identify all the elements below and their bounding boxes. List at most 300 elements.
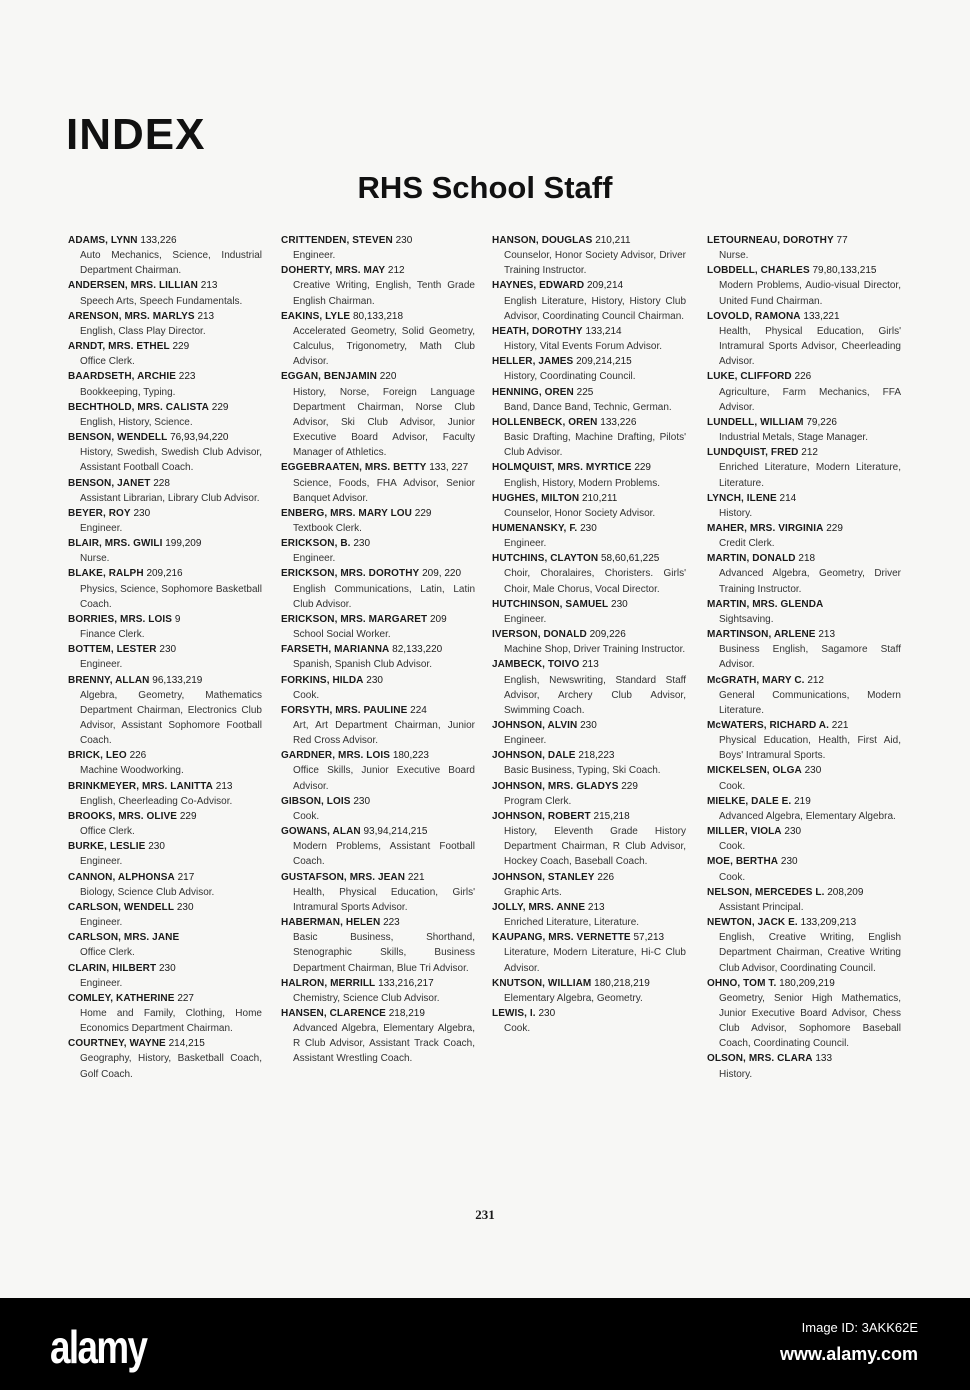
- index-entry: [281, 1006, 475, 1067]
- staff-name: JOHNSON, ALVIN: [492, 720, 578, 731]
- index-entry: [68, 1036, 262, 1081]
- page-references: 79,226: [806, 416, 837, 428]
- entry-heading: [281, 612, 475, 627]
- page-references: 230: [159, 644, 177, 656]
- entry-heading: [281, 824, 475, 839]
- index-column-4: [707, 233, 901, 1082]
- entry-heading: [707, 976, 901, 991]
- index-column-2: [281, 233, 475, 1067]
- staff-role-description: Office Clerk.: [80, 356, 135, 368]
- page-references: 214: [779, 492, 797, 504]
- watermark-logo: alamy: [50, 1321, 147, 1373]
- entry-heading: [707, 309, 901, 324]
- staff-role-description: Band, Dance Band, Technic, German.: [504, 401, 672, 413]
- staff-name: BEYER, ROY: [68, 507, 131, 519]
- entry-heading: [68, 839, 262, 854]
- staff-role-description: Engineer.: [80, 856, 123, 868]
- index-entry: [492, 1006, 686, 1036]
- page-references: 224: [410, 704, 427, 716]
- entry-heading: [492, 460, 686, 475]
- staff-role-description: Engineer.: [80, 977, 123, 989]
- staff-role-description: Assistant Librarian, Library Club Advisor.: [80, 492, 260, 504]
- staff-name: CRITTENDEN, STEVEN: [281, 235, 393, 246]
- watermark-image-id: Image ID: 3AKK62E: [801, 1320, 918, 1335]
- index-entry: [492, 521, 686, 551]
- entry-heading: [68, 476, 262, 491]
- staff-name: HUTCHINS, CLAYTON: [492, 553, 599, 565]
- page-references: 209,216: [146, 568, 183, 580]
- staff-name: HABERMAN, HELEN: [281, 917, 381, 929]
- entry-heading: [68, 642, 262, 657]
- page-references: 226: [129, 750, 147, 762]
- page-references: 58,60,61,225: [600, 553, 660, 565]
- entry-heading: [492, 415, 686, 430]
- index-entry: [68, 506, 262, 536]
- page-references: 213: [818, 629, 836, 641]
- index-entry: [707, 415, 901, 445]
- entry-heading: [492, 233, 686, 248]
- entry-heading: [68, 400, 262, 415]
- entry-heading: [707, 551, 901, 566]
- index-entry: [68, 369, 262, 399]
- index-entry: [492, 354, 686, 384]
- entry-heading: [68, 278, 262, 293]
- entry-heading: [68, 233, 262, 248]
- staff-role-description: Sightsaving.: [719, 613, 774, 625]
- staff-role-description: Cook.: [719, 841, 746, 853]
- page-references: 212: [387, 265, 405, 277]
- staff-role-description: Creative Writing, English, Tenth Grade English Chairman.: [293, 280, 475, 307]
- staff-role-description: Business English, Sagamore Staff Advisor.: [719, 644, 901, 671]
- staff-name: MICKELSEN, OLGA: [707, 765, 802, 777]
- entry-heading: [281, 1006, 475, 1021]
- page-references: 230: [395, 235, 413, 246]
- entry-heading: [281, 233, 475, 248]
- page-references: 212: [807, 674, 824, 686]
- staff-name: MILLER, VIOLA: [707, 826, 782, 838]
- staff-role-description: Engineer.: [504, 735, 547, 747]
- page-references: 80,133,218: [352, 310, 404, 322]
- page-references: 209,214: [586, 280, 624, 292]
- index-entry: [281, 369, 475, 460]
- index-entry: [492, 385, 686, 415]
- staff-name: DOHERTY, MRS. MAY: [281, 265, 386, 277]
- staff-role-description: History.: [719, 1068, 753, 1080]
- staff-name: BRENNY, ALLAN: [68, 674, 150, 686]
- staff-name: BURKE, LESLIE: [68, 841, 146, 853]
- page-references: 230: [780, 856, 798, 868]
- index-entry: [68, 900, 262, 930]
- staff-name: McGRATH, MARY C.: [707, 674, 805, 686]
- staff-role-description: Basic Drafting, Machine Drafting, Pilots' Club Advisor.: [504, 432, 686, 459]
- staff-name: LYNCH, ILENE: [707, 492, 777, 504]
- page-references: 230: [804, 765, 822, 777]
- page-references: 229: [621, 780, 638, 792]
- index-entry: [492, 748, 686, 778]
- staff-role-description: History, Norse, Foreign Language Department Chairman, Norse Club Advisor, Ski Club Advisor, Junior Executive Board Advisor, Faculty Manager of Athletics.: [293, 386, 475, 459]
- staff-role-description: Science, Foods, FHA Advisor, Senior Banquet Advisor.: [293, 477, 475, 504]
- page-references: 213: [587, 901, 605, 913]
- staff-role-description: Enriched Literature, Modern Literature, Literature.: [719, 462, 901, 489]
- page-references: 229: [211, 401, 229, 413]
- index-entry: [492, 718, 686, 748]
- page-references: 209,226: [589, 629, 626, 641]
- page-references: 77: [836, 235, 848, 246]
- page-references: 180,218,219: [594, 977, 650, 989]
- page-references: 213: [200, 280, 218, 292]
- staff-role-description: Elementary Algebra, Geometry.: [504, 992, 643, 1004]
- staff-name: ANDERSEN, MRS. LILLIAN: [68, 280, 198, 292]
- staff-name: FARSETH, MARIANNA: [281, 644, 390, 656]
- staff-role-description: Chemistry, Science Club Advisor.: [293, 992, 440, 1004]
- index-entry: [492, 779, 686, 809]
- page-references: 230: [353, 795, 371, 807]
- index-column-3: [492, 233, 686, 1036]
- page-references: 226: [597, 871, 615, 883]
- index-entry: [707, 597, 901, 627]
- index-entry: [492, 278, 686, 323]
- entry-heading: [281, 673, 475, 688]
- page-references: 230: [366, 674, 383, 686]
- index-entry: [492, 551, 686, 596]
- index-entry: [707, 885, 901, 915]
- index-entry: [68, 476, 262, 506]
- index-entry: [281, 976, 475, 1006]
- page-references: 229: [826, 522, 843, 534]
- index-title: INDEX: [66, 110, 206, 159]
- index-entry: [281, 536, 475, 566]
- staff-name: OHNO, TOM T.: [707, 977, 777, 989]
- entry-heading: [68, 930, 262, 945]
- page-references: 215,218: [593, 810, 630, 822]
- entry-heading: [707, 445, 901, 460]
- page-references: 218,223: [578, 750, 615, 762]
- entry-heading: [707, 491, 901, 506]
- staff-role-description: Credit Clerk.: [719, 538, 775, 550]
- staff-role-description: Algebra, Geometry, Mathematics Department Chairman, Electronics Club Advisor, Assistant Sophomore Football Coach.: [80, 689, 262, 747]
- staff-role-description: Program Clerk.: [504, 795, 572, 807]
- entry-heading: [68, 369, 262, 384]
- index-entry: [707, 551, 901, 596]
- page-references: 96,133,219: [152, 674, 203, 686]
- entry-heading: [281, 642, 475, 657]
- entry-heading: [68, 566, 262, 581]
- index-entry: [68, 536, 262, 566]
- staff-role-description: Spanish, Spanish Club Advisor.: [293, 659, 432, 671]
- entry-heading: [707, 1051, 901, 1066]
- staff-role-description: Agriculture, Farm Mechanics, FFA Advisor.: [719, 386, 901, 413]
- staff-name: HANSON, DOUGLAS: [492, 235, 593, 246]
- index-entry: [281, 233, 475, 263]
- page-references: 230: [158, 962, 176, 974]
- entry-heading: [707, 885, 901, 900]
- index-entry: [68, 430, 262, 475]
- entry-heading: [707, 597, 901, 612]
- entry-heading: [281, 794, 475, 809]
- staff-role-description: Assistant Principal.: [719, 901, 804, 913]
- staff-name: CANNON, ALPHONSA: [68, 871, 175, 883]
- index-entry: [707, 627, 901, 672]
- index-entry: [707, 824, 901, 854]
- entry-heading: [492, 627, 686, 642]
- staff-name: BECHTHOLD, MRS. CALISTA: [68, 401, 209, 413]
- entry-heading: [68, 536, 262, 551]
- page-references: 133,226: [140, 235, 177, 246]
- staff-role-description: Advanced Algebra, Geometry, Driver Training Instructor.: [719, 568, 901, 595]
- entry-heading: [492, 597, 686, 612]
- entry-heading: [281, 976, 475, 991]
- page-references: 229: [172, 341, 190, 353]
- index-entry: [707, 915, 901, 976]
- staff-name: LOBDELL, CHARLES: [707, 265, 810, 277]
- entry-heading: [492, 657, 686, 672]
- entry-heading: [68, 779, 262, 794]
- index-entry: [707, 1051, 901, 1081]
- index-entry: [707, 718, 901, 763]
- entry-heading: [707, 627, 901, 642]
- page-references: 217: [177, 871, 195, 883]
- staff-role-description: Home and Family, Clothing, Home Economics Department Chairman.: [80, 1007, 262, 1035]
- entry-heading: [492, 718, 686, 733]
- page-references: 199,209: [165, 538, 202, 550]
- entry-heading: [68, 748, 262, 763]
- page-references: 76,93,94,220: [170, 432, 229, 444]
- staff-role-description: Bookkeeping, Typing.: [80, 386, 176, 398]
- staff-name: BLAIR, MRS. GWILI: [68, 538, 163, 550]
- staff-role-description: Art, Art Department Chairman, Junior Red Cross Advisor.: [293, 720, 475, 747]
- entry-heading: [492, 900, 686, 915]
- staff-role-description: Machine Woodworking.: [80, 765, 184, 777]
- staff-name: BORRIES, MRS. LOIS: [68, 613, 173, 625]
- staff-name: HALRON, MERRILL: [281, 977, 376, 989]
- staff-role-description: Accelerated Geometry, Solid Geometry, Calculus, Trigonometry, Math Club Advisor.: [293, 325, 475, 368]
- staff-role-description: Engineer.: [504, 613, 547, 625]
- staff-name: KAUPANG, MRS. VERNETTE: [492, 932, 631, 944]
- staff-role-description: School Social Worker.: [293, 629, 391, 641]
- staff-name: BENSON, JANET: [68, 477, 151, 489]
- entry-heading: [492, 809, 686, 824]
- staff-role-description: Industrial Metals, Stage Manager.: [719, 432, 868, 444]
- index-entry: [707, 369, 901, 414]
- page-number: 231: [475, 1207, 495, 1222]
- entry-heading: [281, 566, 475, 581]
- entry-heading: [281, 369, 475, 384]
- staff-name: FORSYTH, MRS. PAULINE: [281, 704, 408, 716]
- staff-name: JOHNSON, DALE: [492, 750, 576, 762]
- page-references: 223: [178, 371, 196, 383]
- index-entry: [492, 415, 686, 460]
- staff-role-description: English, Cheerleading Co-Advisor.: [80, 795, 233, 807]
- staff-name: HEATH, DOROTHY: [492, 325, 583, 337]
- staff-name: FORKINS, HILDA: [281, 674, 364, 686]
- entry-heading: [492, 1006, 686, 1021]
- index-entry: [68, 809, 262, 839]
- index-entry: [68, 779, 262, 809]
- index-entry: [707, 233, 901, 263]
- staff-role-description: Biology, Science Club Advisor.: [80, 886, 215, 898]
- entry-heading: [281, 506, 475, 521]
- index-entry: [281, 460, 475, 505]
- staff-name: EAKINS, LYLE: [281, 310, 351, 322]
- index-entry: [707, 445, 901, 490]
- entry-heading: [281, 460, 475, 475]
- page-references: 230: [133, 507, 151, 519]
- page-references: 230: [353, 538, 371, 550]
- staff-name: HENNING, OREN: [492, 386, 574, 398]
- entry-heading: [68, 430, 262, 445]
- index-entry: [281, 566, 475, 611]
- staff-role-description: Engineer.: [293, 250, 336, 262]
- staff-role-description: Cook.: [719, 780, 746, 792]
- staff-role-description: Counselor, Honor Society Advisor, Driver Training Instructor.: [504, 250, 686, 277]
- staff-name: CARLSON, WENDELL: [68, 901, 175, 913]
- staff-role-description: Engineer.: [504, 538, 547, 550]
- staff-name: EGGAN, BENJAMIN: [281, 371, 377, 383]
- page-references: 93,94,214,215: [363, 826, 428, 838]
- entry-heading: [281, 263, 475, 278]
- staff-name: JAMBECK, TOIVO: [492, 659, 580, 671]
- index-entry: [68, 961, 262, 991]
- staff-role-description: Choir, Choralaires, Choristers. Girls' Choir, Male Chorus, Vocal Director.: [504, 568, 686, 595]
- staff-name: JOHNSON, ROBERT: [492, 810, 591, 822]
- index-entry: [707, 854, 901, 884]
- staff-role-description: Health, Physical Education, Girls' Intramural Sports Advisor, Cheerleading Advisor.: [719, 325, 901, 368]
- index-entry: [707, 491, 901, 521]
- page-references: 214,215: [168, 1038, 205, 1050]
- index-entry: [68, 339, 262, 369]
- entry-heading: [707, 763, 901, 778]
- index-entry: [68, 233, 262, 278]
- staff-role-description: Cook.: [293, 689, 320, 701]
- staff-role-description: Graphic Arts.: [504, 886, 562, 898]
- staff-name: OLSON, MRS. CLARA: [707, 1053, 813, 1065]
- entry-heading: [68, 309, 262, 324]
- staff-name: KNUTSON, WILLIAM: [492, 977, 592, 989]
- page-references: 133, 227: [429, 462, 469, 474]
- index-entry: [281, 612, 475, 642]
- staff-name: MARTIN, DONALD: [707, 553, 796, 565]
- index-entry: [68, 309, 262, 339]
- entry-heading: [492, 976, 686, 991]
- staff-name: HUMENANSKY, F.: [492, 522, 578, 534]
- staff-role-description: History, Eleventh Grade History Department Chairman, R Club Advisor, Hockey Coach, Baseball Coach.: [504, 826, 686, 868]
- index-entry: [68, 278, 262, 308]
- staff-name: ADAMS, LYNN: [68, 235, 138, 246]
- page-references: 212: [801, 447, 818, 459]
- staff-role-description: English, Class Play Director.: [80, 325, 206, 337]
- staff-role-description: History, Coordinating Council.: [504, 371, 636, 383]
- staff-role-description: English, Newswriting, Standard Staff Advisor, Archery Club Advisor, Swimming Coach.: [504, 674, 686, 716]
- page-references: 133,209,213: [800, 917, 857, 929]
- staff-role-description: Basic Business, Typing, Ski Coach.: [504, 765, 661, 777]
- page-references: 220: [379, 371, 397, 383]
- index-entry: [281, 673, 475, 703]
- index-entry: [492, 976, 686, 1006]
- staff-role-description: Enriched Literature, Literature.: [504, 917, 640, 929]
- staff-role-description: Modern Problems, Assistant Football Coach.: [293, 841, 475, 868]
- page-references: 210,211: [595, 235, 631, 246]
- index-entry: [68, 612, 262, 642]
- page-references: 208,209: [827, 886, 864, 898]
- page-references: 209: [429, 613, 447, 625]
- staff-role-description: English, History, Science.: [80, 416, 193, 428]
- staff-name: McWATERS, RICHARD A.: [707, 720, 829, 731]
- entry-heading: [68, 961, 262, 976]
- page-references: 133: [815, 1053, 833, 1065]
- index-entry: [281, 748, 475, 793]
- staff-name: JOHNSON, STANLEY: [492, 871, 595, 883]
- index-entry: [492, 627, 686, 657]
- watermark-url: www.alamy.com: [779, 1344, 918, 1364]
- index-entry: [281, 309, 475, 370]
- page-references: 209, 220: [422, 568, 462, 580]
- staff-role-description: History, Swedish, Swedish Club Advisor, Assistant Football Coach.: [80, 447, 262, 474]
- staff-role-description: Office Clerk.: [80, 826, 135, 838]
- index-entry: [707, 309, 901, 370]
- staff-name: COURTNEY, WAYNE: [68, 1038, 166, 1050]
- entry-heading: [68, 612, 262, 627]
- staff-name: JOLLY, MRS. ANNE: [492, 901, 586, 913]
- page-references: 180,209,219: [779, 977, 835, 989]
- staff-role-description: Finance Clerk.: [80, 629, 145, 641]
- watermark-bar: [0, 1298, 970, 1390]
- staff-name: ENBERG, MRS. MARY LOU: [281, 507, 412, 519]
- page-references: 229: [634, 462, 651, 474]
- entry-heading: [492, 491, 686, 506]
- staff-name: LUNDELL, WILLIAM: [707, 416, 804, 428]
- entry-heading: [68, 991, 262, 1006]
- staff-role-description: Geography, History, Basketball Coach, Golf Coach.: [80, 1053, 262, 1080]
- entry-heading: [707, 718, 901, 733]
- staff-role-description: English Communications, Latin, Latin Club Advisor.: [293, 583, 475, 610]
- index-entry: [68, 748, 262, 778]
- page-references: 219: [794, 795, 811, 807]
- page-references: 221: [831, 720, 849, 731]
- entry-heading: [281, 915, 475, 930]
- staff-role-description: English Literature, History, History Club Advisor, Coordinating Council Chairman.: [504, 295, 686, 322]
- staff-role-description: Physics, Science, Sophomore Basketball Coach.: [80, 583, 262, 610]
- staff-name: GOWANS, ALAN: [281, 826, 361, 838]
- entry-heading: [68, 809, 262, 824]
- staff-name: BOTTEM, LESTER: [68, 644, 157, 656]
- entry-heading: [68, 339, 262, 354]
- entry-heading: [492, 779, 686, 794]
- page-references: 223: [383, 917, 400, 929]
- staff-role-description: Engineer.: [80, 917, 123, 929]
- entry-heading: [707, 915, 901, 930]
- page-references: 230: [580, 720, 597, 731]
- staff-name: BENSON, WENDELL: [68, 432, 168, 444]
- index-entry: [492, 870, 686, 900]
- entry-heading: [281, 536, 475, 551]
- entry-heading: [68, 1036, 262, 1051]
- staff-role-description: Speech Arts, Speech Fundamentals.: [80, 295, 243, 307]
- staff-name: MAHER, MRS. VIRGINIA: [707, 522, 824, 534]
- entry-heading: [707, 673, 901, 688]
- entry-heading: [707, 263, 901, 278]
- entry-heading: [707, 824, 901, 839]
- staff-role-description: English, Creative Writing, English Department Chairman, Creative Writing Club Advisor, Coordinating Council.: [719, 932, 901, 974]
- entry-heading: [492, 748, 686, 763]
- staff-name: BAARDSETH, ARCHIE: [68, 371, 176, 383]
- staff-role-description: Counselor, Honor Society Advisor.: [504, 507, 656, 519]
- staff-role-description: Physical Education, Health, First Aid, Boys' Intramural Sports.: [719, 735, 901, 762]
- staff-name: LETOURNEAU, DOROTHY: [707, 235, 834, 246]
- index-entry: [68, 839, 262, 869]
- staff-role-description: English, History, Modern Problems.: [504, 477, 660, 489]
- page-references: 82,133,220: [392, 644, 443, 656]
- staff-name: ERICKSON, B.: [281, 538, 351, 550]
